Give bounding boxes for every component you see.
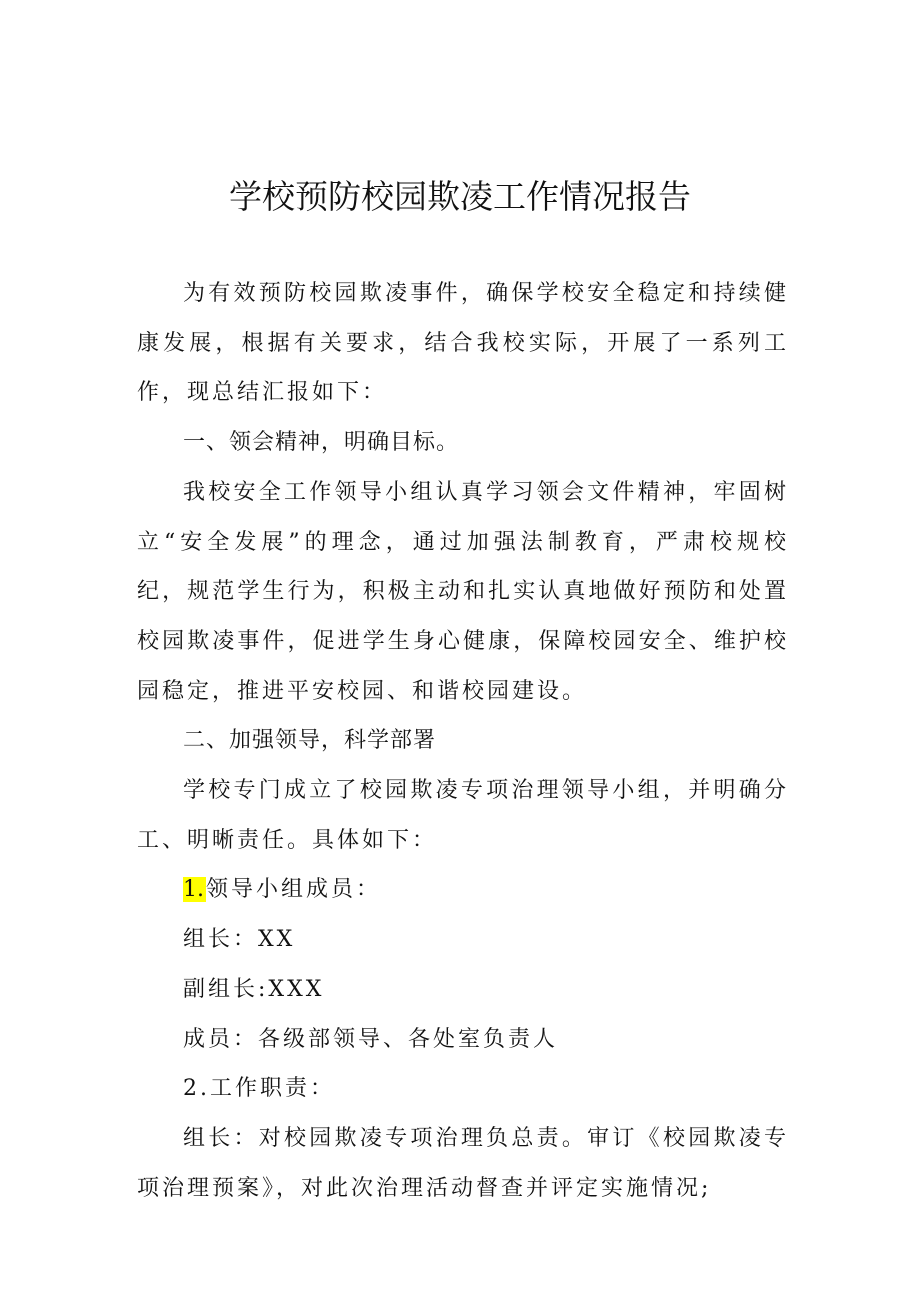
deputy-leader-line: 副组长:XXX (183, 976, 325, 1002)
leader-line: 组长：XX (183, 927, 296, 953)
intro-paragraph: 为有效预防校园欺凌事件，确保学校安全稳定和持续健康发展，根据有关要求，结合我校实际，开展了一系列工作，现总结汇报如下： (137, 281, 789, 406)
item-2-line: 2.工作职责： (183, 1076, 335, 1102)
item-1-label: 领导小组成员： (206, 877, 382, 903)
members-line: 成员：各级部领导、各处室负责人 (183, 1026, 559, 1052)
section-2-heading: 二、加强领导，科学部署 (183, 728, 437, 754)
leader-duty-paragraph: 组长：对校园欺凌专项治理负总责。审订《校园欺凌专项治理预案》，对此次治理活动督查并评定实施情况; (137, 1125, 789, 1201)
highlighted-item-number: 1. (183, 877, 204, 903)
section-1-paragraph: 我校安全工作领导小组认真学习领会文件精神，牢固树立“安全发展”的理念，通过加强法制教育，严肃校规校纪，规范学生行为，积极主动和扎实认真地做好预防和处置校园欺凌事件，促进学生身心健康，保障校园安全、维护校园稳定，推进平安校园、和谐校园建设。 (137, 479, 789, 704)
section-2-paragraph: 学校专门成立了校园欺凌专项治理领导小组，并明确分工、明晰责任。具体如下： (137, 778, 789, 853)
section-1-heading: 一、领会精神，明确目标。 (183, 430, 460, 456)
item-1-line (137, 865, 789, 915)
document-title: 学校预防校园欺凌工作情况报告 (229, 177, 691, 216)
document-body (137, 269, 789, 1213)
